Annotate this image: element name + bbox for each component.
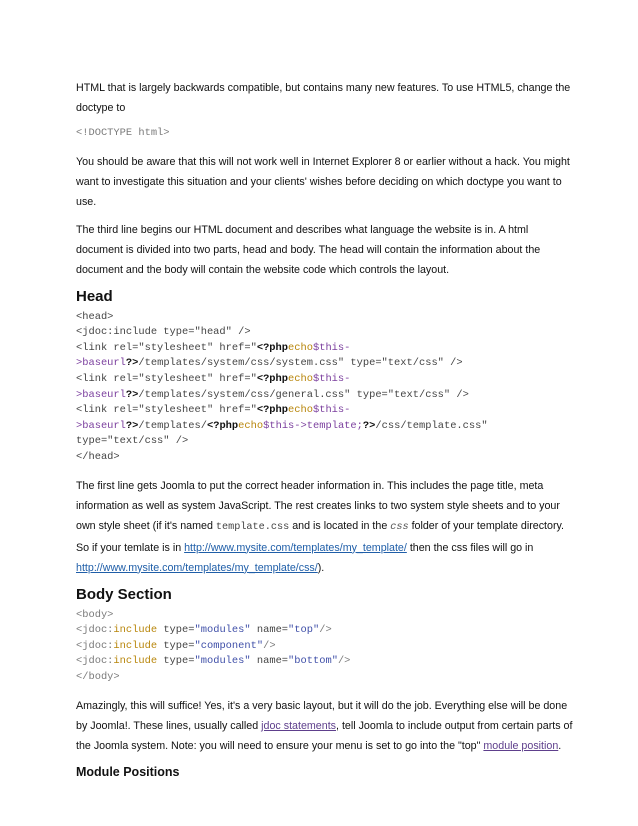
code-line: <jdoc:include type="modules" name="top"/> xyxy=(76,624,332,637)
template-css-code: template.css xyxy=(215,521,290,533)
doctype-code xyxy=(76,126,576,142)
code-line: <link rel="stylesheet" href="<?phpecho$this- xyxy=(76,404,351,417)
code-line: <jdoc:include type="head" /> xyxy=(76,326,251,339)
template-url-link[interactable]: http://www.mysite.com/templates/my_template/ xyxy=(184,541,407,554)
head-code-block xyxy=(76,310,576,466)
doctype-line: <!DOCTYPE html> xyxy=(76,127,170,139)
code-line: <jdoc:include type="component"/> xyxy=(76,639,276,652)
code-line: </body> xyxy=(76,670,120,683)
code-line: >baseurl?>/templates/system/css/general.css" type="text/css" /> xyxy=(76,388,469,401)
intro-paragraph-2: You should be aware that this will not work well in Internet Explorer 8 or earlier without a hack. You might want to investigate this situation and your clients' wishes before deciding on which doctype you want to use. xyxy=(76,155,570,208)
code-line: <link rel="stylesheet" href="<?phpecho$this- xyxy=(76,341,351,354)
intro-paragraph-1: HTML that is largely backwards compatible, but contains many new features. To use HTML5, change the doctype to xyxy=(76,82,571,114)
module-positions-heading: Module Positions xyxy=(76,764,180,779)
code-line: <link rel="stylesheet" href="<?phpecho$this- xyxy=(76,372,351,385)
body-section-heading: Body Section xyxy=(76,585,172,603)
code-line: <body> xyxy=(76,608,114,621)
code-line: <jdoc:include type="modules" name="bottom"/> xyxy=(76,655,351,668)
code-line: type="text/css" /> xyxy=(76,435,189,448)
body-code-block xyxy=(76,608,576,686)
module-position-link[interactable]: module position xyxy=(483,739,559,752)
intro-paragraph-3: The third line begins our HTML document and describes what language the website is in. A html document is divided into two parts, head and body. The head will contain the information about the document and the body will contain the website code which controls the layout. xyxy=(76,223,541,276)
head-explanation-paragraph: The first line gets Joomla to put the correct header information in. This includes the page title, meta information as well as system JavaScript. The rest creates links to two system style sheets and to your own style sheet (if it's named template.css and is located in the css folder of your template directory. So if your temlate is in http://www.mysite.com/templates/my_template/ then the css files will go in http://www.mysite.com/templates/my_template/css/). xyxy=(76,479,565,574)
code-line: >baseurl?>/templates/<?phpecho$this->template;?>/css/template.css" xyxy=(76,419,488,432)
code-line: >baseurl?>/templates/system/css/system.css" type="text/css" /> xyxy=(76,357,463,370)
code-line: </head> xyxy=(76,450,120,463)
head-heading: Head xyxy=(76,287,113,305)
code-line: <head> xyxy=(76,310,114,323)
document-content xyxy=(76,78,576,784)
body-explanation-paragraph: Amazingly, this will suffice! Yes, it's a very basic layout, but it will do the job. Everything else will be done by Joomla!. These lines, usually called jdoc statements, tell Joomla to include output from certain parts of the Joomla system. Note: you will need to ensure your menu is set to go into the "top" module position. xyxy=(76,699,573,752)
css-folder-code: css xyxy=(390,521,409,533)
template-css-url-link[interactable]: http://www.mysite.com/templates/my_template/css/ xyxy=(76,561,318,574)
jdoc-statements-link[interactable]: jdoc statements xyxy=(261,719,337,732)
